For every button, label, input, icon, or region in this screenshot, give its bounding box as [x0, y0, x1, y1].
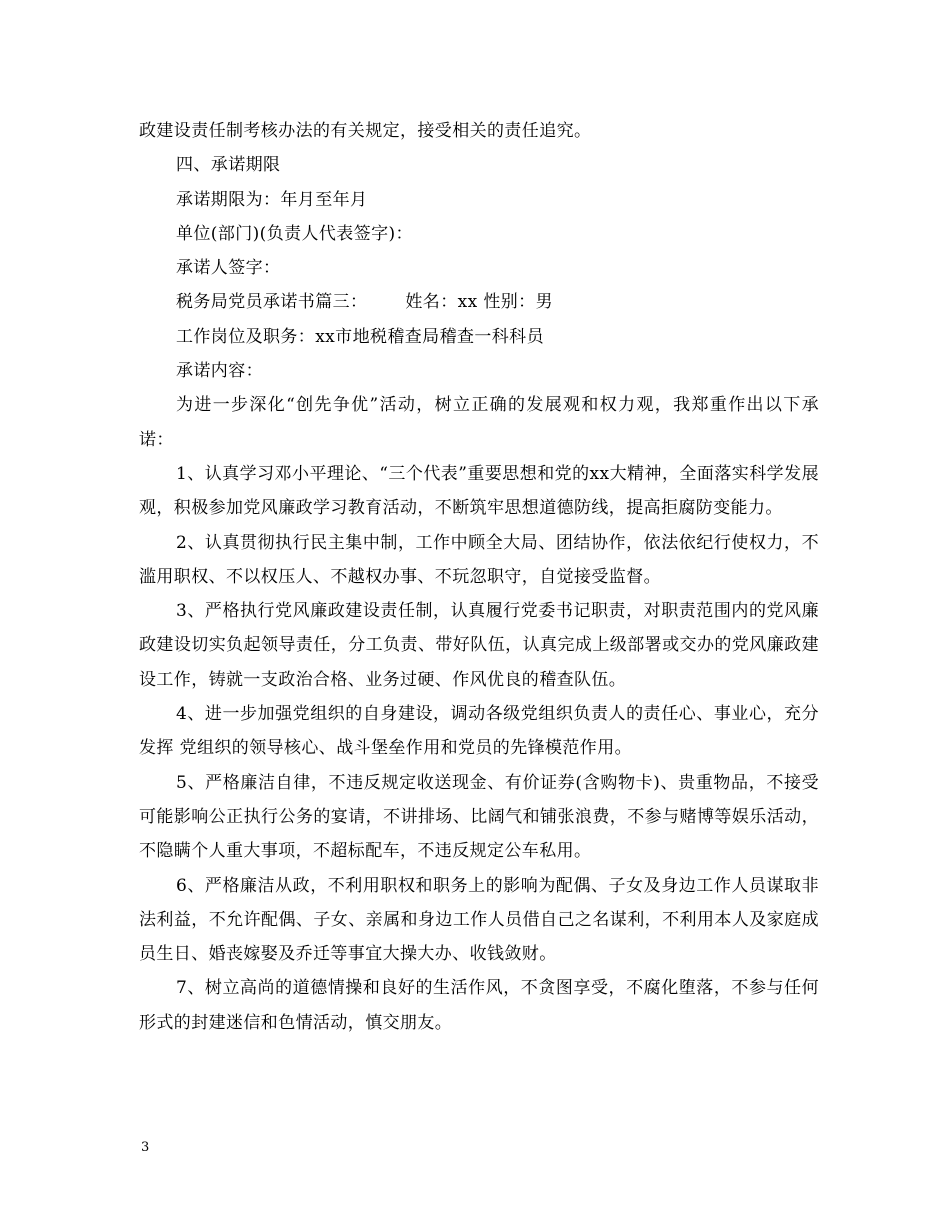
continuation-line: 政建设责任制考核办法的有关规定，接受相关的责任追究。: [139, 121, 592, 141]
page-number: 3: [141, 1140, 150, 1155]
part-three-title: 税务局党员承诺书篇三：: [176, 292, 368, 313]
commitment-item-6: 6、严格廉洁从政，不利用职权和职务上的影响为配偶、子女及身边工作人员谋取非法利益，不允许配偶、子女、亲属和身边工作人员借自己之名谋利，不利用本人及家庭成员生日、婚丧嫁娶及乔迁等事宜大操大办、收钱敛财。: [139, 875, 819, 965]
promisor-signature-line: 承诺人签字：: [176, 258, 281, 279]
part-three-header-line: [139, 285, 819, 319]
commitment-item-2: 2、认真贯彻执行民主集中制，工作中顾全大局、团结协作，依法依纪行使权力，不滥用职权、不以权压人、不越权办事、不玩忽职守，自觉接受监督。: [139, 532, 819, 587]
commitment-item-1: 1、认真学习邓小平理论、“三个代表”重要思想和党的xx大精神，全面落实科学发展观，积极参加党风廉政学习教育活动，不断筑牢思想道德防线，提高拒腐防变能力。: [139, 463, 819, 519]
commitment-item-4: 4、进一步加强党组织的自身建设，调动各级党组织负责人的责任心、事业心，充分发挥 党组织的领导核心、战斗堡垒作用和党员的先锋模范作用。: [139, 704, 819, 759]
document-body: [139, 114, 819, 1040]
intro-paragraph: 为进一步深化“创先争优”活动，树立正确的发展观和权力观，我郑重作出以下承诺：: [139, 395, 819, 450]
commitment-item-7: 7、树立高尚的道德情操和良好的生活作风，不贪图享受，不腐化堕落，不参与任何形式的封建迷信和色情活动，慎交朋友。: [139, 978, 819, 1033]
commitment-period-line: 承诺期限为：年月至年月: [176, 189, 368, 210]
content-label-line: 承诺内容：: [176, 361, 263, 382]
section-four-heading: 四、承诺期限: [176, 155, 281, 176]
commitment-item-3: 3、严格执行党风廉政建设责任制，认真履行党委书记职责，对职责范围内的党风廉政建设切实负起领导责任，分工负责、带好队伍，认真完成上级部署或交办的党风廉政建设工作，铸就一支政治合格、业务过硬、作风优良的稽查队伍。: [139, 601, 819, 690]
position-line: 工作岗位及职务：xx市地税稽查局稽查一科科员: [176, 326, 544, 347]
commitment-item-5: 5、严格廉洁自律，不违反规定收送现金、有价证券(含购物卡)、贵重物品，不接受可能影响公正执行公务的宴请，不讲排场、比阔气和铺张浪费，不参与赌博等娱乐活动，不隐瞒个人重大事项，不超标配车，不违反规定公车私用。: [139, 772, 819, 862]
unit-signature-line: 单位(部门)(负责人代表签字)：: [176, 223, 413, 244]
name-gender: 姓名：xx 性别：男: [405, 292, 553, 313]
